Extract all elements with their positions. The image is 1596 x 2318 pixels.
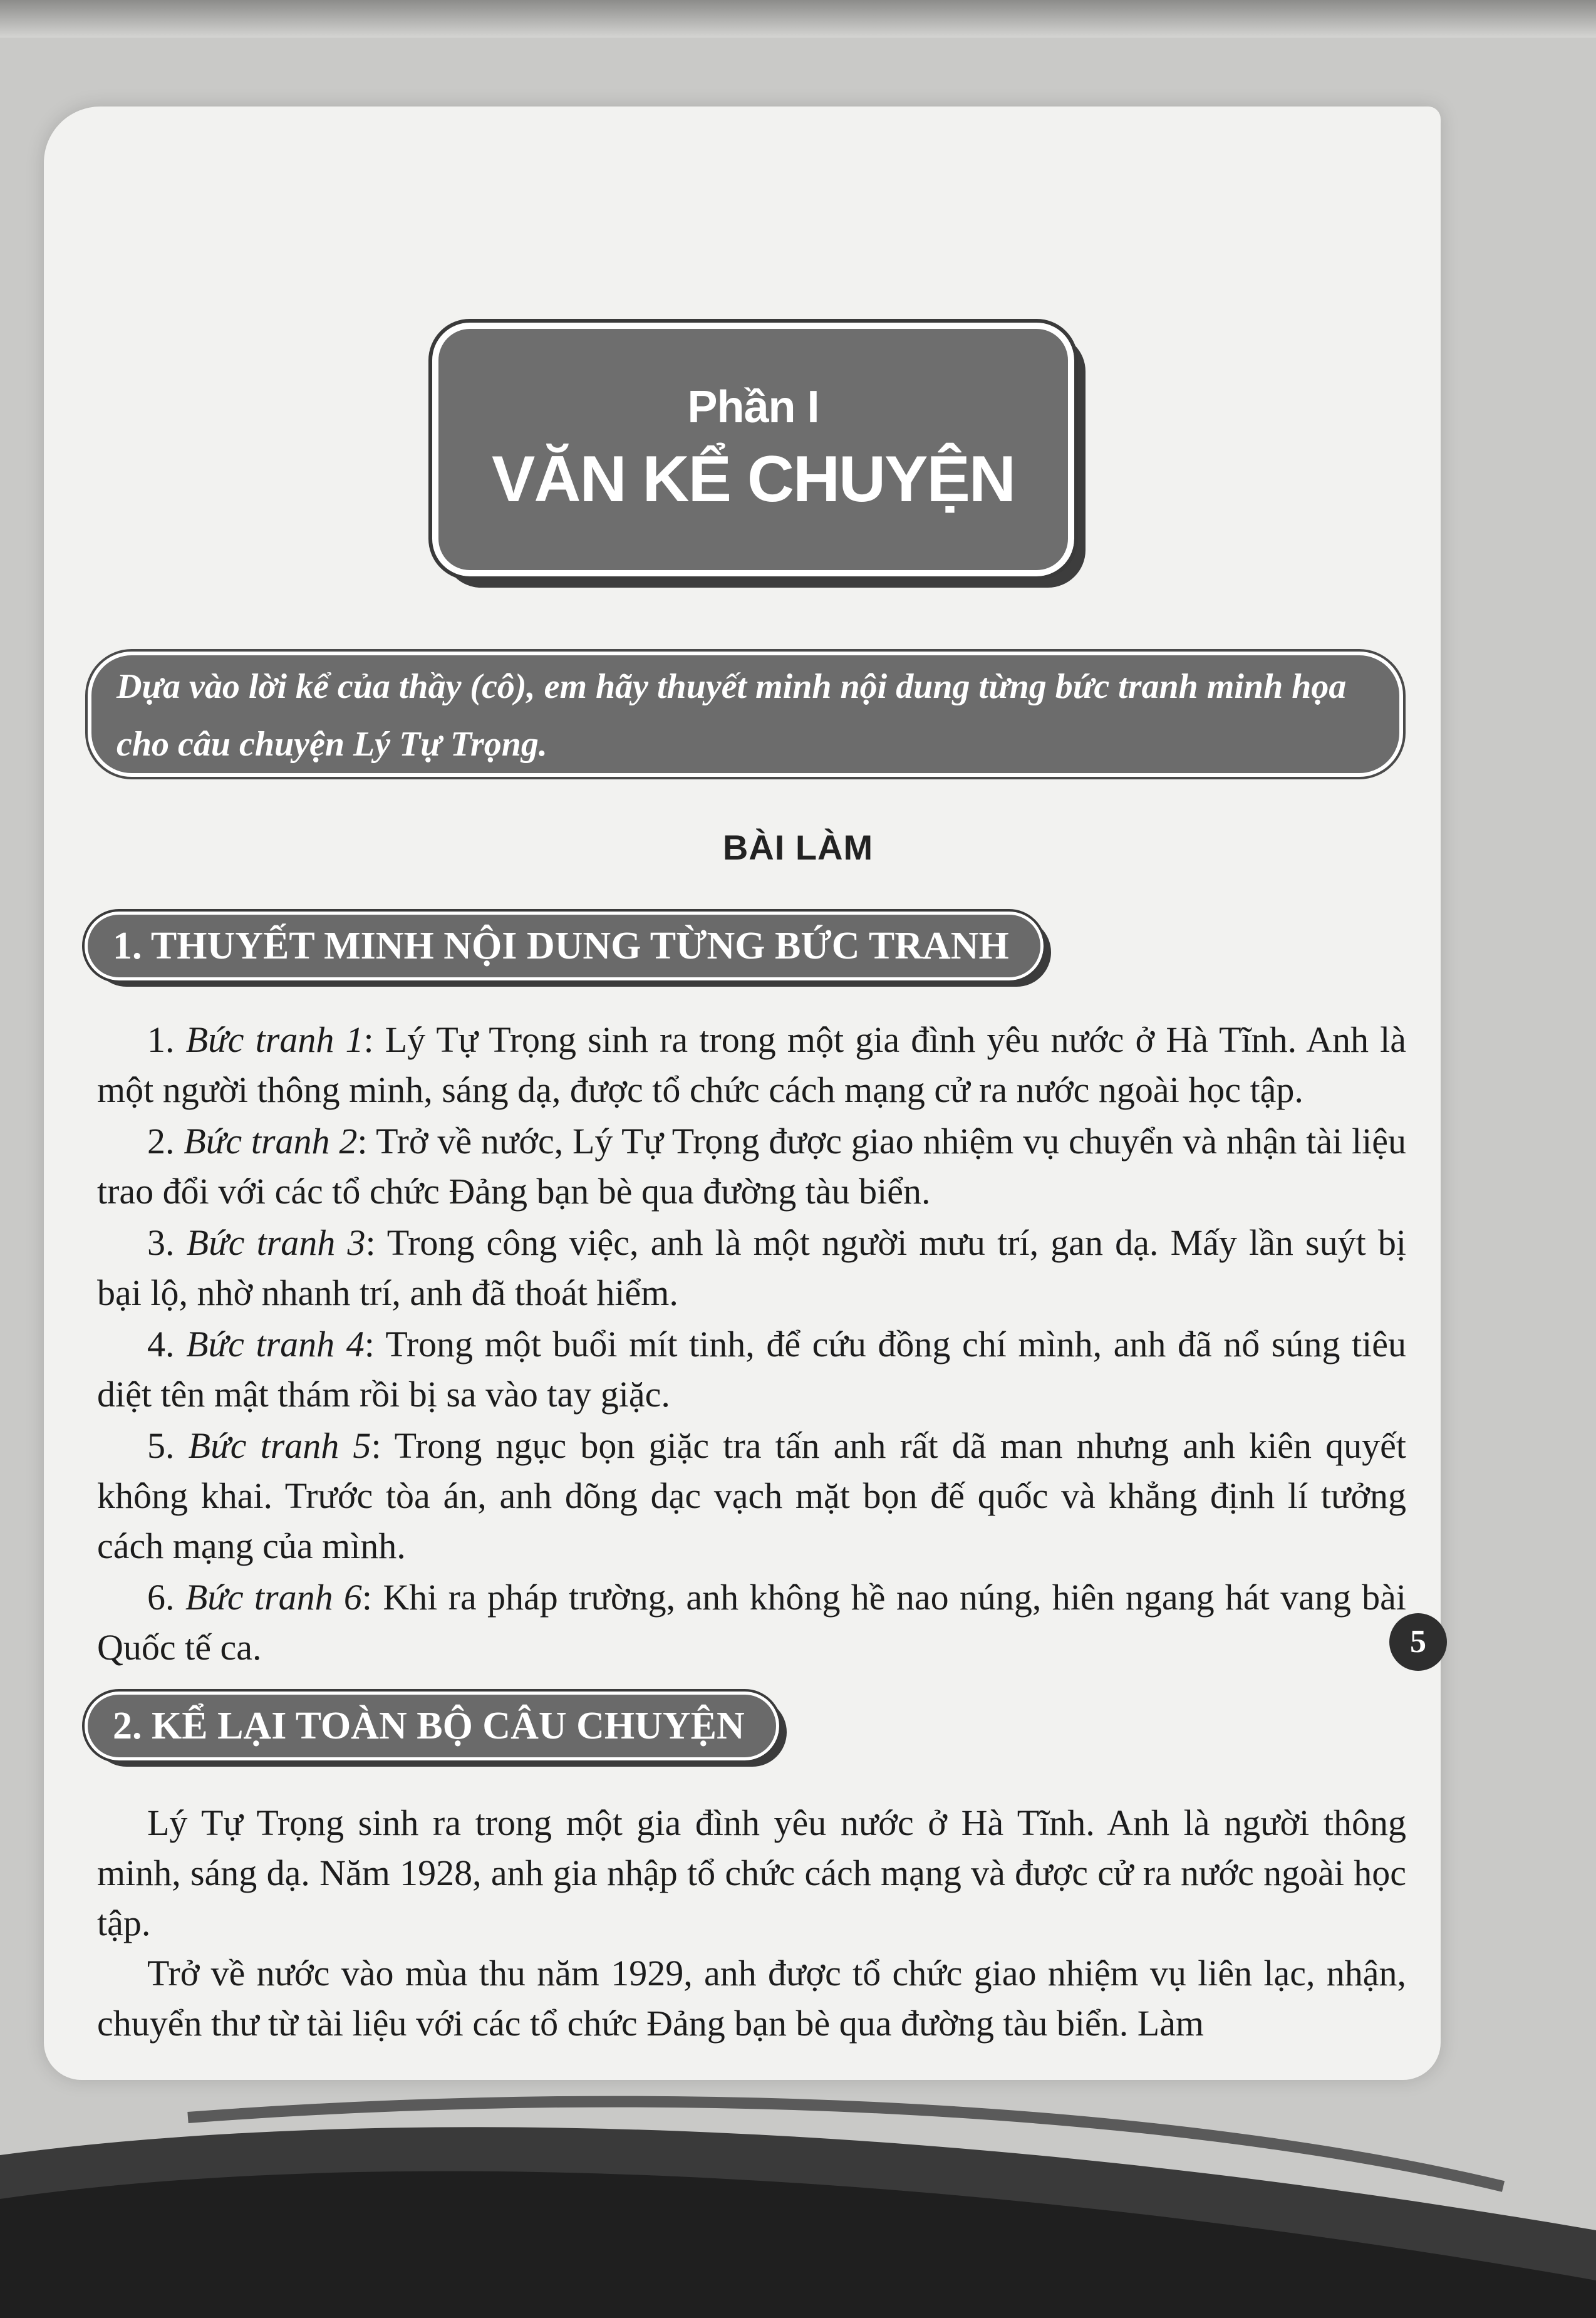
- picture-item-6: 6. Bức tranh 6: Khi ra pháp trường, anh không hề nao núng, hiên ngang hát vang bài Quốc tế ca.: [97, 1577, 1406, 1668]
- section-heading-1: 1. THUYẾT MINH NỘI DUNG TỪNG BỨC TRANH: [85, 912, 1044, 980]
- picture-item-2: 2. Bức tranh 2: Trở về nước, Lý Tự Trọng được giao nhiệm vụ chuyển và nhận tài liệu trao đổi với các tổ chức Đảng bạn bè qua đường tàu biển.: [97, 1121, 1406, 1212]
- page-number: 5: [1389, 1613, 1447, 1671]
- picture-descriptions: [97, 1015, 1406, 1674]
- picture-item-4: 4. Bức tranh 4: Trong một buổi mít tinh, để cứu đồng chí mình, anh đã nổ súng tiêu diệt tên mật thám rồi bị sa vào tay giặc.: [97, 1324, 1406, 1415]
- part-label: Phần I: [687, 382, 819, 432]
- part-title-box: [432, 323, 1074, 576]
- picture-item-5: 5. Bức tranh 5: Trong ngục bọn giặc tra tấn anh rất dã man nhưng anh kiên quyết không khai. Trước tòa án, anh dõng dạc vạch mặt bọn đế quốc và khẳng định lí tưởng cách mạng của mình.: [97, 1425, 1406, 1566]
- picture-item-3: 3. Bức tranh 3: Trong công việc, anh là một người mưu trí, gan dạ. Mấy lần suýt bị bại lộ, nhờ nhanh trí, anh đã thoát hiểm.: [97, 1222, 1407, 1313]
- section-heading-2: 2. KỂ LẠI TOÀN BỘ CÂU CHUYỆN: [85, 1692, 779, 1760]
- story-paragraph-2: Trở về nước vào mùa thu năm 1929, anh được tổ chức giao nhiệm vụ liên lạc, nhận, chuyển thư từ tài liệu với các tổ chức Đảng bạn bè qua đường tàu biển. Làm: [97, 1953, 1406, 2044]
- picture-item-1: 1. Bức tranh 1: Lý Tự Trọng sinh ra trong một gia đình yêu nước ở Hà Tĩnh. Anh là một người thông minh, sáng dạ, được tổ chức cách mạng cử ra nước ngoài học tập.: [97, 1019, 1406, 1110]
- top-decoration: [0, 0, 1596, 38]
- bottom-wave-decoration: [0, 2080, 1596, 2318]
- story-paragraph-1: Lý Tự Trọng sinh ra trong một gia đình yêu nước ở Hà Tĩnh. Anh là người thông minh, sáng dạ. Năm 1928, anh gia nhập tổ chức cách mạng và được cử ra nước ngoài học tập.: [97, 1802, 1406, 1943]
- story-retelling: [97, 1798, 1406, 2049]
- answer-heading: BÀI LÀM: [722, 828, 874, 867]
- part-title: VĂN KỂ CHUYỆN: [492, 443, 1015, 516]
- exercise-prompt: Dựa vào lời kể của thầy (cô), em hãy thuyết minh nội dung từng bức tranh minh họa cho câu chuyện Lý Tự Trọng.: [88, 652, 1403, 777]
